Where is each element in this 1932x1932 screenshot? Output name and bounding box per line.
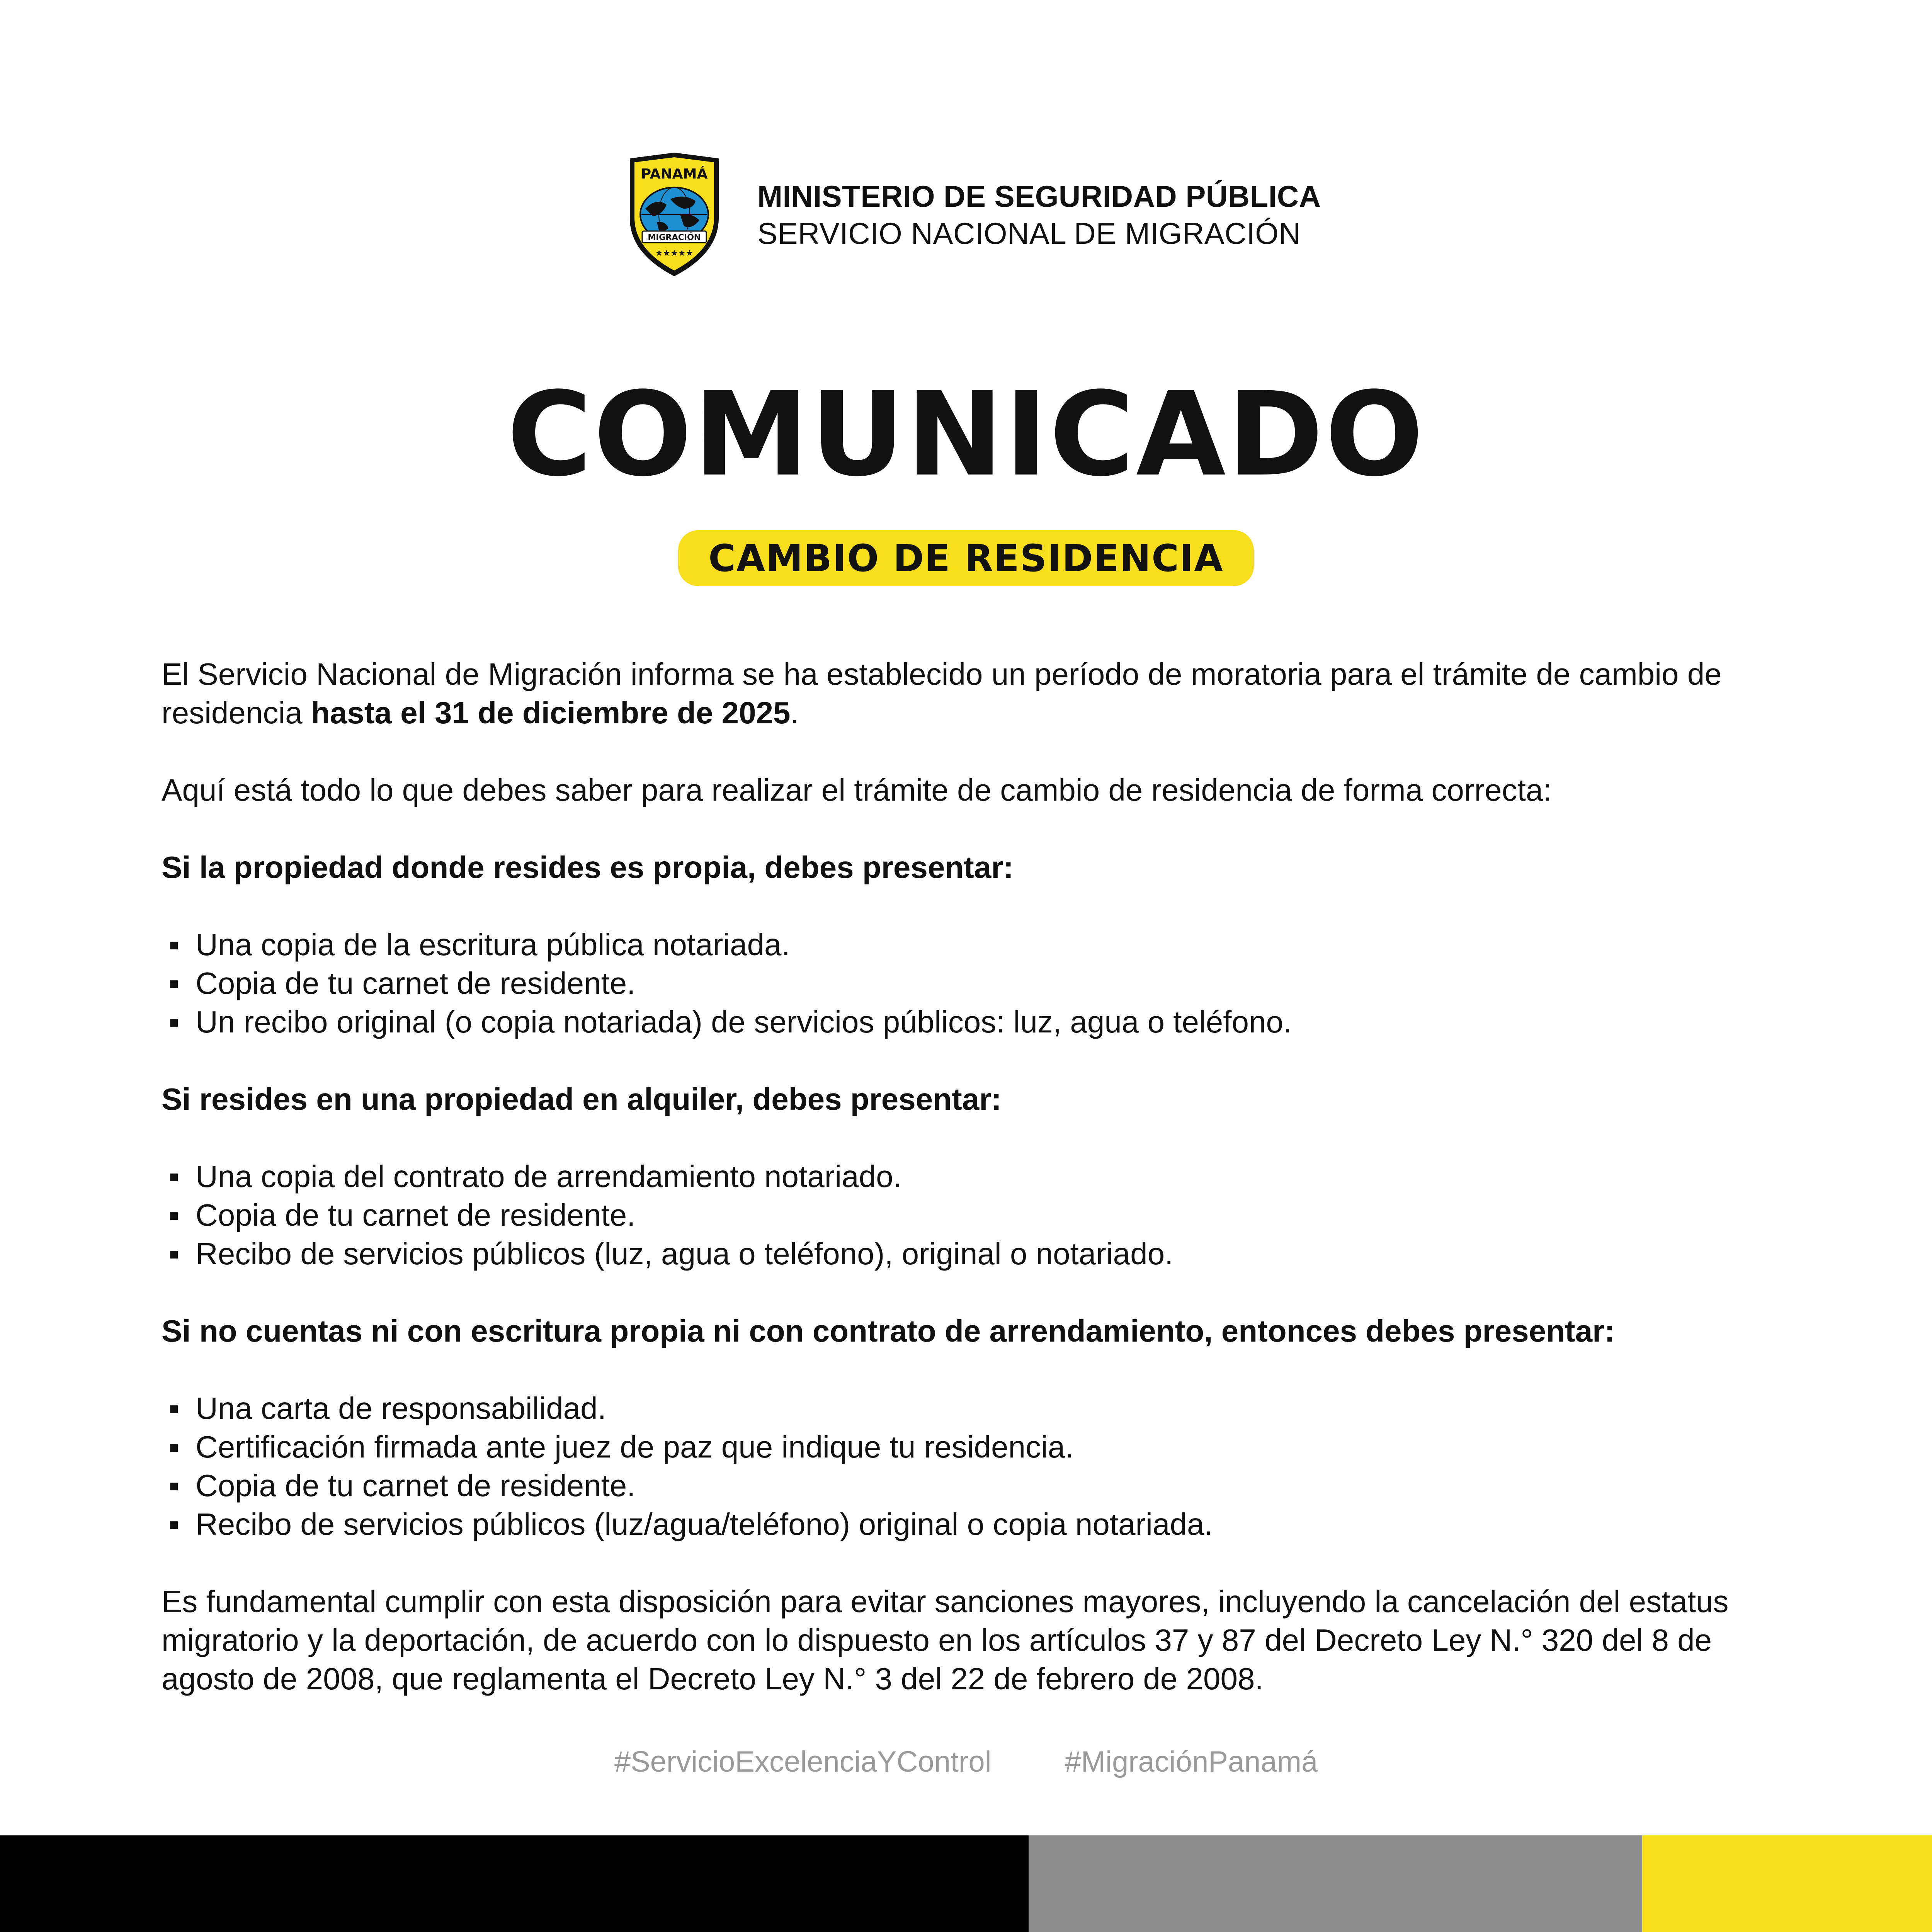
service-name: SERVICIO NACIONAL DE MIGRACIÓN [757, 216, 1301, 250]
section-heading-owned: Si la propiedad donde resides es propia, debes presentar: [162, 850, 1014, 884]
section-heading-rented: Si resides en una propiedad en alquiler, debes presentar: [162, 1082, 1002, 1116]
footer-bar-black [0, 1835, 1029, 1932]
list-item: ▪ Copia de tu carnet de residente. [162, 964, 1784, 1003]
bullet-icon: ▪ [168, 927, 180, 962]
bullet-icon: ▪ [168, 1391, 180, 1425]
bullet-icon: ▪ [168, 1236, 180, 1271]
subtitle-text: CAMBIO DE RESIDENCIA [708, 536, 1224, 580]
closing-paragraph: Es fundamental cumplir con esta disposición para evitar sanciones mayores, incluyendo la cancelación del estatus migratorio y la deportación, de acuerdo con lo dispuesto en los artículos 37 y 87 del Decreto Ley N.° 320 del 8 de agosto de 2008, que reglamenta el Decreto Ley N.° 3 del 22 de febrero de 2008. [162, 1584, 1729, 1696]
announcement-body [162, 655, 1784, 1698]
intro-text: El Servicio Nacional de Migración informa se ha establecido un período de moratoria para el trámite de cambio de residencia [162, 657, 1722, 730]
bullet-icon: ▪ [168, 1005, 180, 1039]
bullet-icon: ▪ [168, 1507, 180, 1541]
hashtag-service: #ServicioExcelenciaYControl [614, 1745, 992, 1778]
seal-stars: ★★★★★ [655, 248, 694, 258]
list-item: ▪ Una copia de la escritura pública notariada. [162, 925, 1784, 964]
page-title: COMUNICADO [507, 367, 1425, 502]
list-item: ▪ Una copia del contrato de arrendamiento notariado. [162, 1157, 1784, 1196]
ministry-name: MINISTERIO DE SEGURIDAD PÚBLICA [757, 179, 1321, 213]
bullet-icon: ▪ [168, 1159, 180, 1194]
organization-name [757, 178, 1321, 252]
list-item: ▪ Recibo de servicios públicos (luz/agua/teléfono) original o copia notariada. [162, 1505, 1784, 1544]
seal-bottom-text: MIGRACIÓN [648, 233, 701, 242]
list-item: ▪ Copia de tu carnet de residente. [162, 1196, 1784, 1235]
seal-top-text: PANAMÁ [641, 166, 708, 182]
list-owned [162, 925, 1784, 1041]
footer-bar-yellow [1642, 1835, 1932, 1932]
intro-paragraph [162, 655, 1784, 732]
deadline-highlight: hasta el 31 de diciembre de 2025 [311, 696, 791, 730]
section-heading-other: Si no cuentas ni con escritura propia ni con contrato de arrendamiento, entonces debes presentar: [162, 1314, 1615, 1348]
list-item: ▪ Una carta de responsabilidad. [162, 1389, 1784, 1428]
list-other [162, 1389, 1784, 1544]
header [626, 151, 1321, 282]
lead-paragraph: Aquí está todo lo que debes saber para realizar el trámite de cambio de residencia de forma correcta: [162, 773, 1552, 807]
list-item: ▪ Copia de tu carnet de residente. [162, 1466, 1784, 1505]
hashtags [0, 1743, 1932, 1781]
list-item: ▪ Un recibo original (o copia notariada) de servicios públicos: luz, agua o teléfono. [162, 1003, 1784, 1041]
migration-seal-icon [626, 151, 723, 278]
list-item: ▪ Recibo de servicios públicos (luz, agua o teléfono), original o notariado. [162, 1235, 1784, 1273]
subtitle-badge [678, 530, 1254, 586]
intro-end: . [790, 696, 799, 730]
bullet-icon: ▪ [168, 1430, 180, 1464]
hashtag-migration: #MigraciónPanamá [1065, 1745, 1318, 1778]
list-item: ▪ Certificación firmada ante juez de paz que indique tu residencia. [162, 1428, 1784, 1466]
footer-bar-gray [1029, 1835, 1642, 1932]
bullet-icon: ▪ [168, 966, 180, 1000]
bullet-icon: ▪ [168, 1198, 180, 1232]
list-rented [162, 1157, 1784, 1273]
bullet-icon: ▪ [168, 1468, 180, 1503]
